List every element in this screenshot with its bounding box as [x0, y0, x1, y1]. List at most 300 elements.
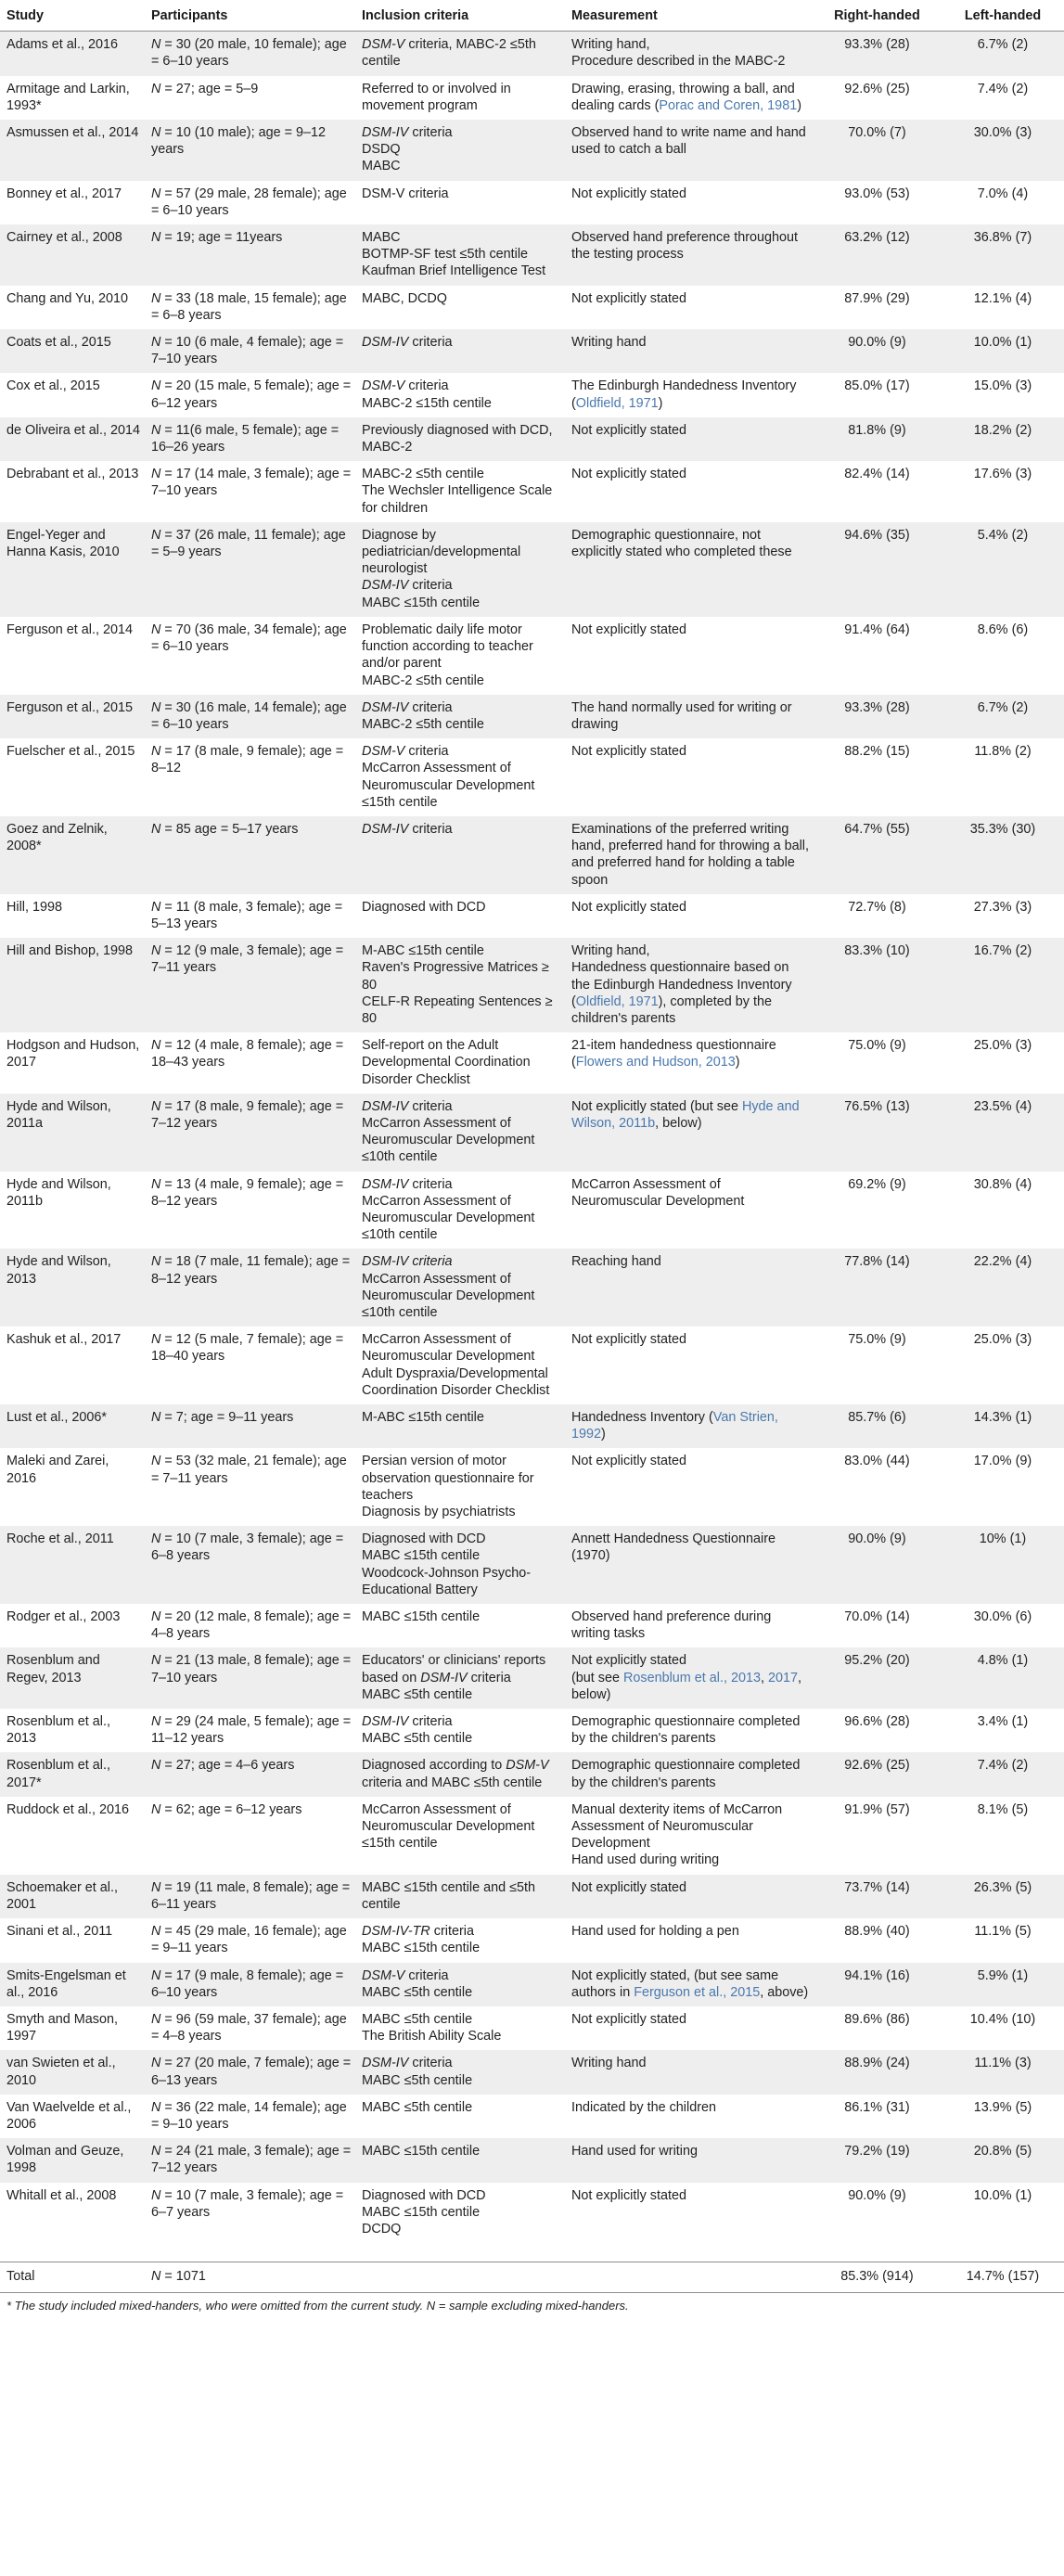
cell-line: [362, 2221, 561, 2237]
cell-text: = 53 (32 male, 21 female); age = 7–11 years: [151, 1454, 347, 1486]
participants-cell: [145, 617, 355, 695]
study-cell: Bonney et al., 2017: [0, 181, 145, 224]
table-row: [0, 1032, 1064, 1094]
right-handed-cell: 90.0% (9): [813, 2183, 939, 2244]
table-footnote: * The study included mixed-handers, who were omitted from the current study. N = sample excluding mixed-handers.: [6, 2299, 629, 2313]
cell-text: ), completed by the children's parents: [571, 993, 772, 1026]
table-row: [0, 1326, 1064, 1404]
cell-line: [362, 124, 561, 141]
cell-text: ): [658, 395, 663, 411]
cell-text: DSM-V criteria: [362, 186, 449, 201]
cell-line: [151, 821, 352, 838]
cell-text: = 12 (4 male, 8 female); age = 18–43 years: [151, 1038, 344, 1070]
cell-line: [151, 1409, 352, 1426]
cell-line: [571, 899, 809, 916]
measurement-cell: [565, 695, 813, 738]
study-cell: Coats et al., 2015: [0, 329, 145, 373]
cell-text: = 37 (26 male, 11 female); age = 5–9 years: [151, 527, 346, 560]
cell-line: [362, 743, 561, 760]
cell-text: Procedure described in the MABC-2: [571, 54, 786, 70]
inclusion-criteria-cell: [355, 1032, 565, 1094]
cell-text: = 12 (9 male, 3 female); age = 7–11 years: [151, 943, 344, 976]
cell-text: N: [151, 2099, 161, 2115]
study-cell: Rosenblum et al., 2017*: [0, 1752, 145, 1796]
cell-line: [362, 527, 561, 578]
reference-link[interactable]: Hyde and Wilson, 2011b: [571, 1098, 800, 1131]
cell-line: [151, 743, 352, 776]
cell-text: = 62; age = 6–12 years: [160, 1801, 302, 1817]
left-handed-cell: 13.9% (5): [939, 2095, 1064, 2138]
cell-text: N: [151, 1714, 161, 1730]
table-row: [0, 1094, 1064, 1172]
cell-line: [362, 942, 561, 959]
cell-line: [151, 699, 352, 733]
cell-line: [362, 334, 561, 351]
right-handed-cell: 63.2% (12): [813, 224, 939, 286]
right-handed-cell: 64.7% (55): [813, 816, 939, 894]
cell-text: = 10 (7 male, 3 female); age = 6–7 years: [151, 2187, 344, 2220]
cell-line: [362, 699, 561, 716]
table-row: [0, 1963, 1064, 2006]
cell-text: ): [601, 1427, 606, 1442]
cell-line: [571, 36, 809, 53]
study-cell: Cairney et al., 2008: [0, 224, 145, 286]
cell-line: [362, 1409, 561, 1426]
cell-text: M-ABC ≤15th centile: [362, 943, 484, 959]
measurement-cell: [565, 1249, 813, 1326]
measurement-cell: [565, 2095, 813, 2138]
inclusion-criteria-cell: [355, 1404, 565, 1448]
table-row: [0, 417, 1064, 461]
cell-text: Not explicitly stated: [571, 290, 686, 306]
measurement-cell: [565, 120, 813, 181]
right-handed-cell: 85.0% (17): [813, 373, 939, 417]
left-handed-cell: 25.0% (3): [939, 1032, 1064, 1094]
cell-line: [362, 577, 561, 594]
study-cell: Ferguson et al., 2014: [0, 617, 145, 695]
inclusion-criteria-cell: [355, 2095, 565, 2138]
table-row: [0, 2183, 1064, 2244]
right-handed-cell: 76.5% (13): [813, 1094, 939, 1172]
cell-text: N: [151, 699, 161, 715]
cell-text: DSM-IV: [362, 578, 409, 594]
right-handed-cell: 88.9% (40): [813, 1918, 939, 1962]
cell-text: , below): [655, 1115, 702, 1131]
cell-text: criteria, MABC-2 ≤5th centile: [362, 37, 536, 70]
total-participants: [145, 2262, 355, 2293]
inclusion-criteria-cell: [355, 695, 565, 738]
cell-text: MABC ≤5th centile: [362, 1686, 473, 1702]
measurement-cell: [565, 1709, 813, 1752]
table-row: [0, 2006, 1064, 2050]
cell-line: [362, 1730, 561, 1747]
inclusion-criteria-cell: [355, 816, 565, 894]
header-left-handed: Left-handed: [939, 0, 1064, 32]
cell-line: [571, 1531, 809, 1564]
cell-text: Diagnosed with DCD: [362, 1532, 486, 1547]
measurement-cell: [565, 181, 813, 224]
left-handed-cell: 26.3% (5): [939, 1875, 1064, 1918]
measurement-cell: [565, 617, 813, 695]
cell-text: Persian version of motor observation questionnaire for teachers: [362, 1454, 534, 1503]
cell-text: Not explicitly stated: [571, 467, 686, 482]
right-handed-cell: 72.7% (8): [813, 894, 939, 938]
left-handed-cell: 14.3% (1): [939, 1404, 1064, 1448]
cell-text: MABC-2 ≤5th centile: [362, 673, 484, 688]
cell-text: MABC ≤15th centile and ≤5th centile: [362, 1879, 535, 1912]
cell-text: N: [151, 2056, 161, 2071]
cell-text: N: [151, 1758, 161, 1774]
cell-line: [571, 1098, 809, 1132]
measurement-cell: [565, 1526, 813, 1604]
cell-line: [151, 1037, 352, 1070]
study-cell: Hill and Bishop, 1998: [0, 938, 145, 1032]
table-header-row: [0, 0, 1064, 32]
cell-line: [571, 334, 809, 351]
right-handed-cell: 88.9% (24): [813, 2050, 939, 2094]
cell-line: [571, 2011, 809, 2028]
table-row: [0, 938, 1064, 1032]
measurement-cell: [565, 816, 813, 894]
cell-text: Not explicitly stated: [571, 2187, 686, 2203]
measurement-cell: [565, 1326, 813, 1404]
cell-text: = 27 (20 male, 7 female); age = 6–13 years: [151, 2056, 352, 2088]
cell-text: = 30 (20 male, 10 female); age = 6–10 years: [151, 37, 347, 70]
table-row: [0, 373, 1064, 417]
inclusion-criteria-cell: [355, 2183, 565, 2244]
inclusion-criteria-cell: [355, 1448, 565, 1526]
cell-text: N: [151, 1879, 161, 1895]
cell-text: Writing hand,: [571, 37, 650, 53]
study-cell: Ruddock et al., 2016: [0, 1797, 145, 1875]
left-handed-cell: 36.8% (7): [939, 224, 1064, 286]
cell-text: Demographic questionnaire, not explicitly stated who completed these: [571, 527, 792, 560]
cell-text: DSM-IV: [362, 821, 409, 837]
participants-cell: [145, 1032, 355, 1094]
study-cell: Volman and Geuze, 1998: [0, 2138, 145, 2182]
cell-text: N: [151, 821, 161, 837]
table-row: [0, 695, 1064, 738]
right-handed-cell: 82.4% (14): [813, 461, 939, 522]
left-handed-cell: 7.4% (2): [939, 1752, 1064, 1796]
left-handed-cell: 12.1% (4): [939, 286, 1064, 329]
cell-line: [151, 229, 352, 246]
inclusion-criteria-cell: [355, 1526, 565, 1604]
cell-text: Demographic questionnaire completed by the children's parents: [571, 1714, 801, 1747]
cell-text: MABC ≤15th centile: [362, 1941, 481, 1956]
left-handed-cell: 30.0% (6): [939, 1604, 1064, 1647]
cell-text: DSM-IV: [420, 1670, 468, 1685]
table-row: [0, 1875, 1064, 1918]
left-handed-cell: 4.8% (1): [939, 1647, 1064, 1709]
cell-text: = 20 (15 male, 5 female); age = 6–12 years: [151, 378, 352, 411]
right-handed-cell: 88.2% (15): [813, 738, 939, 816]
right-handed-cell: 93.3% (28): [813, 695, 939, 738]
cell-text: Annett Handedness Questionnaire (1970): [571, 1532, 776, 1564]
measurement-cell: [565, 2183, 813, 2244]
cell-line: [151, 1757, 352, 1774]
cell-line: [571, 1757, 809, 1790]
study-cell: Hyde and Wilson, 2011b: [0, 1172, 145, 1250]
participants-cell: [145, 1326, 355, 1404]
cell-text: Hand used for holding a pen: [571, 1924, 739, 1940]
cell-text: McCarron Assessment of Neuromuscular Development ≤10th centile: [362, 1271, 535, 1320]
reference-link[interactable]: Porac and Coren, 1981: [659, 97, 798, 113]
cell-text: = 19; age = 11years: [160, 230, 283, 246]
participants-cell: [145, 738, 355, 816]
reference-link[interactable]: Flowers and Hudson, 2013: [575, 1055, 736, 1070]
cell-text: N: [151, 1924, 161, 1940]
total-row: [0, 2262, 1064, 2293]
measurement-cell: [565, 2050, 813, 2094]
cell-text: = 45 (29 male, 16 female); age = 9–11 years: [151, 1924, 347, 1956]
inclusion-criteria-cell: [355, 1963, 565, 2006]
right-handed-cell: 92.6% (25): [813, 76, 939, 120]
cell-text: MABC: [362, 159, 401, 174]
table-row: [0, 120, 1064, 181]
table-row: [0, 1404, 1064, 1448]
study-cell: Rodger et al., 2003: [0, 1604, 145, 1647]
right-handed-cell: 83.3% (10): [813, 938, 939, 1032]
header-inclusion-criteria: Inclusion criteria: [355, 0, 565, 32]
inclusion-criteria-cell: [355, 2006, 565, 2050]
cell-text: Woodcock-Johnson Psycho-Educational Battery: [362, 1565, 532, 1597]
cell-text: = 70 (36 male, 34 female); age = 6–10 years: [151, 622, 347, 655]
inclusion-criteria-cell: [355, 224, 565, 286]
cell-text: DCDQ: [362, 2221, 402, 2236]
cell-text: Writing hand: [571, 2056, 647, 2071]
left-handed-cell: 3.4% (1): [939, 1709, 1064, 1752]
cell-text: criteria: [408, 1714, 453, 1730]
cell-line: [571, 81, 809, 114]
cell-text: = 11(6 male, 5 female); age = 16–26 years: [151, 422, 340, 455]
measurement-cell: [565, 738, 813, 816]
cell-text: MABC-2 ≤5th centile: [362, 467, 484, 482]
cell-text: criteria: [408, 1176, 453, 1192]
left-handed-cell: 10% (1): [939, 1526, 1064, 1604]
total-label: Total: [0, 2262, 145, 2293]
cell-line: [151, 1923, 352, 1956]
right-handed-cell: 91.4% (64): [813, 617, 939, 695]
measurement-cell: [565, 1963, 813, 2006]
cell-line: [362, 2204, 561, 2221]
left-handed-cell: 22.2% (4): [939, 1249, 1064, 1326]
cell-text: Raven's Progressive Matrices ≥ 80: [362, 960, 549, 993]
inclusion-criteria-cell: [355, 120, 565, 181]
right-handed-cell: 94.1% (16): [813, 1963, 939, 2006]
inclusion-criteria-cell: [355, 181, 565, 224]
left-handed-cell: 5.4% (2): [939, 522, 1064, 617]
measurement-cell: [565, 2006, 813, 2050]
cell-text: N: [151, 1801, 161, 1817]
cell-text: N: [151, 1098, 161, 1114]
cell-line: [571, 1801, 809, 1852]
left-handed-cell: 27.3% (3): [939, 894, 1064, 938]
reference-link[interactable]: Rosenblum et al., 2013: [623, 1670, 761, 1685]
cell-text: Diagnosed with DCD: [362, 2187, 486, 2203]
reference-link[interactable]: Oldfield, 1971: [575, 993, 659, 1009]
study-cell: Van Waelvelde et al., 2006: [0, 2095, 145, 2138]
cell-line: [362, 482, 561, 516]
cell-line: [571, 186, 809, 202]
study-cell: Hyde and Wilson, 2013: [0, 1249, 145, 1326]
cell-line: [571, 229, 809, 263]
table-body: [0, 32, 1064, 2293]
participants-cell: [145, 1963, 355, 2006]
cell-text: Reaching hand: [571, 1254, 661, 1270]
cell-line: [362, 1608, 561, 1625]
participants-cell: [145, 32, 355, 76]
right-handed-cell: 91.9% (57): [813, 1797, 939, 1875]
participants-cell: [145, 76, 355, 120]
cell-text: DSM-IV: [362, 1714, 409, 1730]
inclusion-criteria-cell: [355, 738, 565, 816]
cell-line: [151, 1331, 352, 1365]
cell-text: Not explicitly stated: [571, 1454, 686, 1469]
cell-text: McCarron Assessment of Neuromuscular Development ≤10th centile: [362, 1193, 535, 1243]
cell-line: [571, 1037, 809, 1070]
left-handed-cell: 10.4% (10): [939, 2006, 1064, 2050]
cell-line: [362, 2143, 561, 2159]
right-handed-cell: 86.1% (31): [813, 2095, 939, 2138]
cell-text: Adult Dyspraxia/Developmental Coordination Disorder Checklist: [362, 1365, 550, 1398]
participants-cell: [145, 1647, 355, 1709]
cell-line: [362, 1365, 561, 1399]
participants-cell: [145, 2138, 355, 2182]
inclusion-criteria-cell: [355, 417, 565, 461]
table-row: [0, 522, 1064, 617]
cell-line: [362, 36, 561, 70]
cell-text: Handedness questionnaire based on the Edinburgh Handedness Inventory (: [571, 960, 792, 1009]
left-handed-cell: 10.0% (1): [939, 329, 1064, 373]
cell-line: [362, 246, 561, 263]
study-cell: de Oliveira et al., 2014: [0, 417, 145, 461]
cell-line: [362, 229, 561, 246]
cell-line: [571, 1652, 809, 1669]
reference-link[interactable]: Oldfield, 1971: [575, 395, 659, 411]
cell-text: N: [151, 335, 161, 351]
measurement-cell: [565, 1094, 813, 1172]
table-row: [0, 461, 1064, 522]
measurement-cell: [565, 461, 813, 522]
study-cell: Ferguson et al., 2015: [0, 695, 145, 738]
study-cell: Kashuk et al., 2017: [0, 1326, 145, 1404]
cell-line: [151, 1176, 352, 1210]
cell-text: Observed hand preference throughout the testing process: [571, 230, 799, 263]
right-handed-cell: 77.8% (14): [813, 1249, 939, 1326]
table-row: [0, 1604, 1064, 1647]
cell-text: N: [151, 290, 161, 306]
cell-text: Not explicitly stated (but see: [571, 1098, 742, 1114]
total-inclusion: [355, 2262, 565, 2293]
study-cell: Adams et al., 2016: [0, 32, 145, 76]
inclusion-criteria-cell: [355, 1752, 565, 1796]
cell-text: criteria: [408, 335, 453, 351]
right-handed-cell: 73.7% (14): [813, 1875, 939, 1918]
cell-text: criteria: [408, 1098, 453, 1114]
study-cell: Hodgson and Hudson, 2017: [0, 1032, 145, 1094]
cell-line: [362, 1253, 561, 1270]
participants-cell: [145, 938, 355, 1032]
left-handed-cell: 8.6% (6): [939, 617, 1064, 695]
cell-line: [571, 1453, 809, 1469]
cell-text: = 19 (11 male, 8 female); age = 6–11 years: [151, 1879, 351, 1912]
cell-text: ): [735, 1055, 740, 1070]
cell-line: [362, 158, 561, 174]
cell-text: MABC ≤15th centile: [362, 595, 481, 610]
study-cell: Whitall et al., 2008: [0, 2183, 145, 2244]
measurement-cell: [565, 1875, 813, 1918]
cell-text: N: [151, 1532, 161, 1547]
participants-cell: [145, 2006, 355, 2050]
participants-cell: [145, 286, 355, 329]
study-cell: Roche et al., 2011: [0, 1526, 145, 1604]
cell-text: Not explicitly stated: [571, 899, 686, 915]
table-row: [0, 2138, 1064, 2182]
cell-line: [362, 1331, 561, 1365]
cell-text: Diagnosed with DCD: [362, 899, 486, 915]
cell-line: [151, 81, 352, 97]
participants-cell: [145, 1752, 355, 1796]
cell-line: [151, 1531, 352, 1564]
study-cell: Fuelscher et al., 2015: [0, 738, 145, 816]
right-handed-cell: 79.2% (19): [813, 2138, 939, 2182]
cell-text: = 27; age = 5–9: [160, 81, 259, 96]
cell-text: = 36 (22 male, 14 female); age = 9–10 years: [151, 2099, 347, 2132]
cell-line: [571, 1852, 809, 1868]
header-right-handed: Right-handed: [813, 0, 939, 32]
cell-text: = 7; age = 9–11 years: [160, 1410, 294, 1426]
cell-line: [151, 899, 352, 932]
participants-cell: [145, 329, 355, 373]
inclusion-criteria-cell: [355, 894, 565, 938]
cell-line: [151, 2055, 352, 2088]
cell-text: (but see: [571, 1670, 623, 1685]
cell-line: [362, 1984, 561, 2001]
cell-text: criteria: [404, 378, 449, 394]
cell-line: [362, 1713, 561, 1730]
cell-line: [151, 1253, 352, 1287]
cell-line: [362, 1940, 561, 1956]
cell-text: MABC-2 ≤15th centile: [362, 395, 492, 411]
cell-text: Manual dexterity items of McCarron Assessment of Neuromuscular Development: [571, 1801, 783, 1852]
participants-cell: [145, 417, 355, 461]
cell-line: [362, 1565, 561, 1598]
cell-line: [571, 1713, 809, 1747]
cell-text: = 20 (12 male, 8 female); age = 4–8 years: [151, 1609, 352, 1642]
inclusion-criteria-cell: [355, 1647, 565, 1709]
measurement-cell: [565, 1032, 813, 1094]
participants-cell: [145, 224, 355, 286]
right-handed-cell: 89.6% (86): [813, 2006, 939, 2050]
measurement-cell: [565, 1647, 813, 1709]
cell-text: = 30 (16 male, 14 female); age = 6–10 years: [151, 699, 347, 732]
reference-link[interactable]: Van Strien, 1992: [571, 1410, 778, 1442]
study-cell: Smits-Engelsman et al., 2016: [0, 1963, 145, 2006]
cell-text: = 12 (5 male, 7 female); age = 18–40 years: [151, 1332, 344, 1365]
cell-text: MABC-2 ≤5th centile: [362, 716, 484, 732]
cell-line: [362, 716, 561, 733]
reference-link[interactable]: Ferguson et al., 2015: [634, 1984, 761, 2000]
inclusion-criteria-cell: [355, 32, 565, 76]
cell-text: MABC ≤5th centile: [362, 1984, 473, 2000]
total-right-handed: 85.3% (914): [813, 2262, 939, 2293]
reference-link[interactable]: 2017: [768, 1670, 799, 1685]
cell-line: [151, 1967, 352, 2001]
cell-text: N: [151, 1254, 161, 1270]
cell-text: , below): [571, 1670, 802, 1702]
cell-text: Kaufman Brief Intelligence Test: [362, 263, 546, 279]
